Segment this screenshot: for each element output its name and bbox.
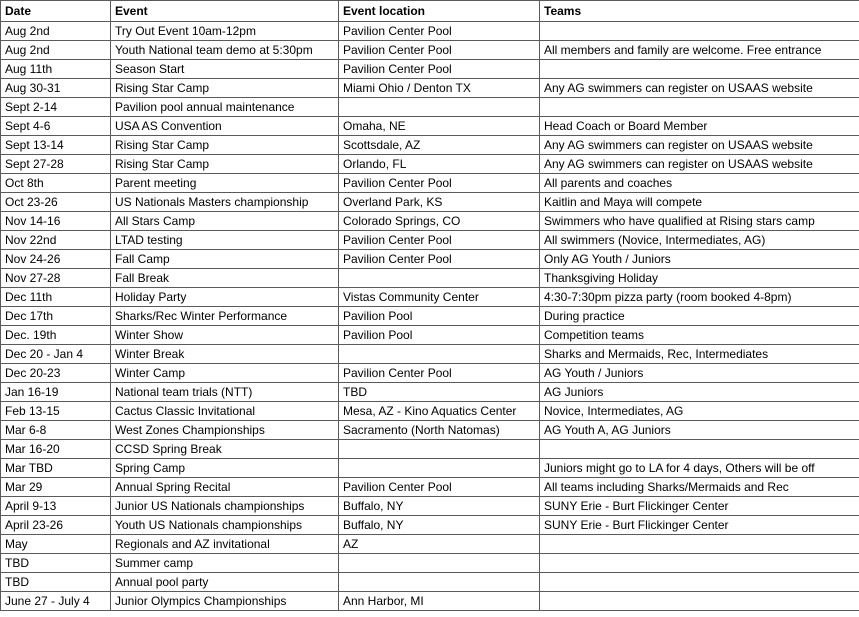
teams-cell[interactable]: Sharks and Mermaids, Rec, Intermediates xyxy=(540,345,859,364)
location-cell[interactable] xyxy=(339,98,540,117)
table-row xyxy=(1,307,859,326)
table-row xyxy=(1,250,859,269)
location-cell[interactable] xyxy=(339,440,540,459)
location-cell[interactable] xyxy=(339,459,540,478)
table-row xyxy=(1,22,859,41)
location-cell[interactable]: Vistas Community Center xyxy=(339,288,540,307)
table-row xyxy=(1,573,859,592)
table-row xyxy=(1,478,859,497)
location-cell[interactable]: Pavilion Center Pool xyxy=(339,478,540,497)
location-cell[interactable]: Ann Harbor, MI xyxy=(339,592,540,611)
teams-cell[interactable]: All members and family are welcome. Free entrance xyxy=(540,41,859,60)
table-row xyxy=(1,554,859,573)
date-cell[interactable]: Mar 16-20 xyxy=(1,440,111,459)
date-cell[interactable]: Nov 14-16 xyxy=(1,212,111,231)
event-cell[interactable]: Fall Camp xyxy=(111,250,339,269)
teams-cell[interactable] xyxy=(540,98,859,117)
location-cell[interactable]: Pavilion Center Pool xyxy=(339,22,540,41)
date-cell[interactable]: Oct 23-26 xyxy=(1,193,111,212)
event-cell[interactable]: Cactus Classic Invitational xyxy=(111,402,339,421)
event-cell[interactable]: Summer camp xyxy=(111,554,339,573)
table-row xyxy=(1,79,859,98)
teams-cell[interactable]: Juniors might go to LA for 4 days, Others will be off xyxy=(540,459,859,478)
event-cell[interactable]: CCSD Spring Break xyxy=(111,440,339,459)
date-cell[interactable]: May xyxy=(1,535,111,554)
header-row xyxy=(1,1,859,22)
header-event[interactable]: Event xyxy=(111,1,339,22)
teams-cell[interactable]: Head Coach or Board Member xyxy=(540,117,859,136)
date-cell[interactable]: TBD xyxy=(1,554,111,573)
event-cell[interactable]: Try Out Event 10am-12pm xyxy=(111,22,339,41)
location-cell[interactable]: Colorado Springs, CO xyxy=(339,212,540,231)
event-cell[interactable]: Fall Break xyxy=(111,269,339,288)
date-cell[interactable]: Sept 4-6 xyxy=(1,117,111,136)
date-cell[interactable]: Dec 20 - Jan 4 xyxy=(1,345,111,364)
table-row xyxy=(1,326,859,345)
location-cell[interactable]: Pavilion Center Pool xyxy=(339,250,540,269)
teams-cell[interactable]: All swimmers (Novice, Intermediates, AG) xyxy=(540,231,859,250)
event-cell[interactable]: Sharks/Rec Winter Performance xyxy=(111,307,339,326)
event-cell[interactable]: Parent meeting xyxy=(111,174,339,193)
table-row xyxy=(1,136,859,155)
teams-cell[interactable]: AG Youth A, AG Juniors xyxy=(540,421,859,440)
table-row xyxy=(1,421,859,440)
event-cell[interactable]: LTAD testing xyxy=(111,231,339,250)
location-cell[interactable]: Pavilion Center Pool xyxy=(339,364,540,383)
event-cell[interactable]: Spring Camp xyxy=(111,459,339,478)
table-row xyxy=(1,383,859,402)
date-cell[interactable]: Dec. 19th xyxy=(1,326,111,345)
location-cell[interactable]: Overland Park, KS xyxy=(339,193,540,212)
event-cell[interactable]: Rising Star Camp xyxy=(111,79,339,98)
event-cell[interactable]: Regionals and AZ invitational xyxy=(111,535,339,554)
teams-cell[interactable]: Kaitlin and Maya will compete xyxy=(540,193,859,212)
event-cell[interactable]: USA AS Convention xyxy=(111,117,339,136)
teams-cell[interactable] xyxy=(540,535,859,554)
location-cell[interactable]: Pavilion Center Pool xyxy=(339,174,540,193)
teams-cell[interactable]: All parents and coaches xyxy=(540,174,859,193)
location-cell[interactable]: Miami Ohio / Denton TX xyxy=(339,79,540,98)
header-date[interactable]: Date xyxy=(1,1,111,22)
table-row xyxy=(1,41,859,60)
schedule-body xyxy=(1,22,859,611)
teams-cell[interactable]: Only AG Youth / Juniors xyxy=(540,250,859,269)
date-cell[interactable]: April 23-26 xyxy=(1,516,111,535)
header-teams[interactable]: Teams xyxy=(540,1,859,22)
teams-cell[interactable] xyxy=(540,573,859,592)
location-cell[interactable] xyxy=(339,345,540,364)
location-cell[interactable]: Buffalo, NY xyxy=(339,516,540,535)
location-cell[interactable]: Pavilion Pool xyxy=(339,326,540,345)
location-cell[interactable]: Pavilion Pool xyxy=(339,307,540,326)
table-row xyxy=(1,345,859,364)
teams-cell[interactable]: Competition teams xyxy=(540,326,859,345)
table-row xyxy=(1,440,859,459)
date-cell[interactable]: Dec 17th xyxy=(1,307,111,326)
location-cell[interactable] xyxy=(339,269,540,288)
date-cell[interactable]: Sept 27-28 xyxy=(1,155,111,174)
table-row xyxy=(1,98,859,117)
table-row xyxy=(1,364,859,383)
date-cell[interactable]: Mar 6-8 xyxy=(1,421,111,440)
table-row xyxy=(1,592,859,611)
event-cell[interactable]: All Stars Camp xyxy=(111,212,339,231)
event-cell[interactable]: Youth National team demo at 5:30pm xyxy=(111,41,339,60)
date-cell[interactable]: Mar TBD xyxy=(1,459,111,478)
teams-cell[interactable]: SUNY Erie - Burt Flickinger Center xyxy=(540,516,859,535)
event-cell[interactable]: Annual pool party xyxy=(111,573,339,592)
table-row xyxy=(1,117,859,136)
header-event-location[interactable]: Event location xyxy=(339,1,540,22)
teams-cell[interactable]: Any AG swimmers can register on USAAS website xyxy=(540,79,859,98)
location-cell[interactable]: Pavilion Center Pool xyxy=(339,60,540,79)
location-cell[interactable]: Sacramento (North Natomas) xyxy=(339,421,540,440)
teams-cell[interactable] xyxy=(540,22,859,41)
date-cell[interactable]: Dec 11th xyxy=(1,288,111,307)
date-cell[interactable]: Jan 16-19 xyxy=(1,383,111,402)
teams-cell[interactable]: 4:30-7:30pm pizza party (room booked 4-8pm) xyxy=(540,288,859,307)
event-cell[interactable]: Rising Star Camp xyxy=(111,155,339,174)
date-cell[interactable]: June 27 - July 4 xyxy=(1,592,111,611)
teams-cell[interactable] xyxy=(540,592,859,611)
table-row xyxy=(1,459,859,478)
date-cell[interactable]: Feb 13-15 xyxy=(1,402,111,421)
teams-cell[interactable] xyxy=(540,440,859,459)
table-row xyxy=(1,212,859,231)
teams-cell[interactable]: Thanksgiving Holiday xyxy=(540,269,859,288)
location-cell[interactable]: Pavilion Center Pool xyxy=(339,41,540,60)
table-row xyxy=(1,269,859,288)
teams-cell[interactable]: All teams including Sharks/Mermaids and Rec xyxy=(540,478,859,497)
location-cell[interactable] xyxy=(339,573,540,592)
teams-cell[interactable]: Any AG swimmers can register on USAAS website xyxy=(540,136,859,155)
teams-cell[interactable] xyxy=(540,60,859,79)
location-cell[interactable] xyxy=(339,554,540,573)
event-cell[interactable]: Season Start xyxy=(111,60,339,79)
event-cell[interactable]: Junior US Nationals championships xyxy=(111,497,339,516)
table-row xyxy=(1,497,859,516)
date-cell[interactable]: Dec 20-23 xyxy=(1,364,111,383)
date-cell[interactable]: Sept 13-14 xyxy=(1,136,111,155)
event-cell[interactable]: Annual Spring Recital xyxy=(111,478,339,497)
event-cell[interactable]: Holiday Party xyxy=(111,288,339,307)
table-row xyxy=(1,231,859,250)
date-cell[interactable]: TBD xyxy=(1,573,111,592)
teams-cell[interactable]: Swimmers who have qualified at Rising stars camp xyxy=(540,212,859,231)
date-cell[interactable]: Sept 2-14 xyxy=(1,98,111,117)
teams-cell[interactable]: AG Youth / Juniors xyxy=(540,364,859,383)
event-cell[interactable]: National team trials (NTT) xyxy=(111,383,339,402)
table-row xyxy=(1,60,859,79)
event-cell[interactable]: Junior Olympics Championships xyxy=(111,592,339,611)
event-cell[interactable]: Winter Break xyxy=(111,345,339,364)
teams-cell[interactable]: AG Juniors xyxy=(540,383,859,402)
location-cell[interactable]: Buffalo, NY xyxy=(339,497,540,516)
date-cell[interactable]: Aug 2nd xyxy=(1,41,111,60)
table-row xyxy=(1,174,859,193)
event-cell[interactable]: Winter Show xyxy=(111,326,339,345)
table-row xyxy=(1,535,859,554)
date-cell[interactable]: April 9-13 xyxy=(1,497,111,516)
location-cell[interactable]: AZ xyxy=(339,535,540,554)
location-cell[interactable]: Scottsdale, AZ xyxy=(339,136,540,155)
event-cell[interactable]: Pavilion pool annual maintenance xyxy=(111,98,339,117)
event-cell[interactable]: Youth US Nationals championships xyxy=(111,516,339,535)
table-row xyxy=(1,193,859,212)
date-cell[interactable]: Nov 22nd xyxy=(1,231,111,250)
date-cell[interactable]: Aug 30-31 xyxy=(1,79,111,98)
teams-cell[interactable]: Novice, Intermediates, AG xyxy=(540,402,859,421)
table-row xyxy=(1,155,859,174)
event-cell[interactable]: Winter Camp xyxy=(111,364,339,383)
teams-cell[interactable]: Any AG swimmers can register on USAAS website xyxy=(540,155,859,174)
event-cell[interactable]: Rising Star Camp xyxy=(111,136,339,155)
date-cell[interactable]: Aug 2nd xyxy=(1,22,111,41)
event-cell[interactable]: US Nationals Masters championship xyxy=(111,193,339,212)
teams-cell[interactable] xyxy=(540,554,859,573)
teams-cell[interactable]: SUNY Erie - Burt Flickinger Center xyxy=(540,497,859,516)
date-cell[interactable]: Mar 29 xyxy=(1,478,111,497)
date-cell[interactable]: Nov 24-26 xyxy=(1,250,111,269)
date-cell[interactable]: Nov 27-28 xyxy=(1,269,111,288)
table-row xyxy=(1,402,859,421)
table-row xyxy=(1,288,859,307)
date-cell[interactable]: Aug 11th xyxy=(1,60,111,79)
table-row xyxy=(1,516,859,535)
location-cell[interactable]: Mesa, AZ - Kino Aquatics Center xyxy=(339,402,540,421)
date-cell[interactable]: Oct 8th xyxy=(1,174,111,193)
event-cell[interactable]: West Zones Championships xyxy=(111,421,339,440)
location-cell[interactable]: TBD xyxy=(339,383,540,402)
location-cell[interactable]: Pavilion Center Pool xyxy=(339,231,540,250)
teams-cell[interactable]: During practice xyxy=(540,307,859,326)
location-cell[interactable]: Orlando, FL xyxy=(339,155,540,174)
location-cell[interactable]: Omaha, NE xyxy=(339,117,540,136)
